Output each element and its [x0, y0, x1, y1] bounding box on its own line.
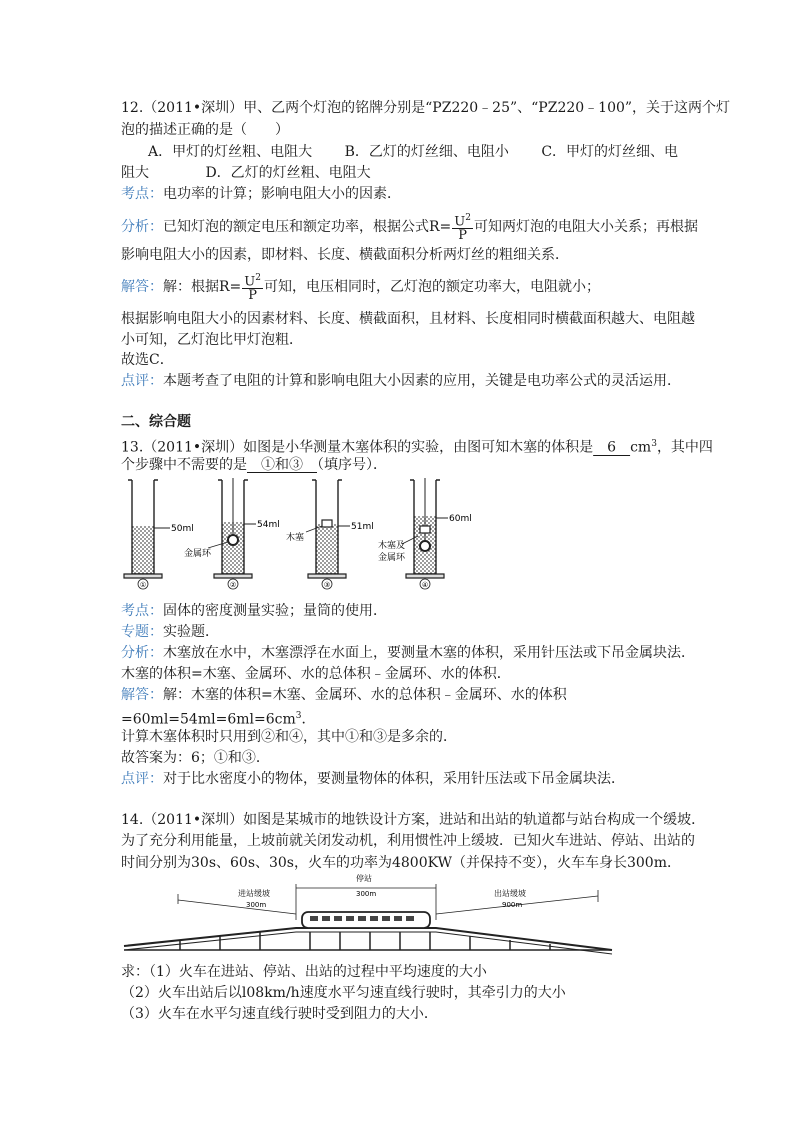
answer-blank-2: ①和③	[247, 457, 317, 473]
frac-den: P	[458, 228, 467, 244]
frac-sup: 2	[465, 213, 471, 223]
q13-stem-line2	[121, 455, 387, 475]
jieda-text-b: 可知，电压相同时，乙灯泡的额定功率大，电阻就小；	[263, 279, 600, 296]
q12-dianping	[121, 371, 681, 391]
kaodian-label: 考点：	[121, 186, 163, 202]
cylinder-3-number: ③	[323, 581, 331, 589]
jieda-calc-sup: 3	[295, 711, 302, 721]
zhuanti-text: 实验题．	[163, 624, 219, 640]
cylinder-4-volume: 60ml	[449, 514, 472, 524]
option-d: D．乙灯的灯丝粗、电阻大	[205, 165, 371, 181]
q13-dianping	[121, 769, 625, 789]
station-length: 300m	[356, 890, 377, 898]
jieda-calc: =60ml=54ml=6ml=6cm	[121, 711, 296, 728]
option-c-continued: 阻大	[121, 165, 149, 181]
q13-zhuanti	[121, 622, 219, 642]
cylinder-4-number: ④	[421, 581, 429, 589]
jieda-label: 解答：	[121, 687, 163, 703]
formula-fraction	[242, 272, 263, 302]
option-b: B．乙灯的灯丝细、电阻小	[344, 144, 509, 160]
subway-figure	[120, 874, 616, 958]
q12-jieda-line1	[121, 272, 600, 302]
cork-label: 木塞	[286, 533, 305, 543]
formula-fraction	[452, 212, 473, 242]
q14-stem-line2: 为了充分利用能量，上坡前就关闭发动机，利用惯性冲上缓坡．已知火车进站、停站、出站的	[121, 833, 695, 849]
dianping-label: 点评：	[121, 373, 163, 389]
cylinder-3-volume: 51ml	[351, 522, 374, 532]
metal-ring-label: 金属环	[184, 549, 212, 559]
exit-slope-length: 900m	[502, 901, 523, 909]
q13-fenxi-line1	[121, 643, 695, 663]
q12-fenxi-line2: 影响电阻大小的因素，即材料、长度、横截面积分析两灯丝的粗细关系．	[121, 247, 569, 263]
q13-text-2a: 个步骤中不需要的是	[121, 457, 247, 473]
q12-jieda-line4: 故选C．	[121, 352, 174, 368]
q13-text-2b: （填序号）．	[317, 457, 387, 473]
fenxi-text-a: 已知灯泡的额定电压和额定功率，根据公式R=	[163, 219, 452, 236]
cylinder-1-number: ①	[139, 581, 147, 589]
station-label: 停站	[356, 874, 372, 883]
option-a: A．甲灯的灯丝粗、电阻大	[148, 144, 313, 160]
cylinder-2-volume: 54ml	[257, 520, 280, 530]
q13-jieda-line3: 计算木塞体积时只用到②和④，其中①和③是多余的．	[121, 729, 457, 745]
q14-ask2: （2）火车出站后以l08km/h速度水平匀速直线行驶时，其牵引力的大小	[121, 985, 566, 1001]
q12-stem-line1: 12.（2011•深圳）甲、乙两个灯泡的铭牌分别是“PZ220﹣25”、“PZ220﹣100”，关于这两个灯	[121, 100, 731, 116]
fenxi-label: 分析：	[121, 219, 163, 236]
cylinder-1-volume: 50ml	[171, 524, 194, 534]
section-title: 二、综合题	[121, 414, 191, 430]
q13-jieda-line1	[121, 685, 567, 705]
kaodian-text: 电功率的计算；影响电阻大小的因素．	[163, 186, 401, 202]
q12-kaodian	[121, 184, 401, 204]
fenxi-text-b: 可知两灯泡的电阻大小关系；再根据	[473, 219, 698, 236]
answer-blank-1: 6	[593, 439, 631, 456]
dianping-text: 本题考查了电阻的计算和影响电阻大小因素的应用，关键是电功率公式的灵活运用．	[163, 373, 681, 389]
q13-text-a: 13.（2011•深圳）如图是小华测量木塞体积的实验，由图可知木塞的体积是	[121, 439, 594, 456]
q14-stem-line3: 时间分别为30s、60s、30s，火车的功率为4800KW（并保持不变），火车车身长300m．	[121, 855, 681, 871]
q12-stem-line2: 泡的描述正确的是（ ）	[121, 122, 289, 138]
exit-slope-label: 出站缓坡	[494, 889, 526, 898]
q13-unit-sup: 3	[651, 439, 657, 449]
q13-kaodian	[121, 601, 387, 621]
q13-jieda-line4: 故答案为：6；①和③．	[121, 750, 270, 766]
zhuanti-label: 专题：	[121, 624, 163, 640]
q13-unit: cm	[630, 439, 652, 456]
dianping-label: 点评：	[121, 771, 163, 787]
q12-options-line1	[121, 142, 678, 162]
entry-slope-label: 进站缓坡	[238, 889, 270, 898]
q14-stem-line1: 14.（2011•深圳）如图是某城市的地铁设计方案，进站和出站的轨道都与站台构成一个缓坡．	[121, 812, 706, 828]
q14-ask3: （3）火车在水平匀速直线行驶时受到阻力的大小．	[121, 1006, 438, 1022]
cylinder-3	[286, 480, 374, 589]
frac-num: U	[244, 274, 256, 290]
cylinder-1	[124, 480, 194, 589]
q12-options-line2	[121, 163, 371, 183]
jieda-label: 解答：	[121, 279, 163, 296]
kaodian-label: 考点：	[121, 603, 163, 619]
cylinder-2-number: ②	[229, 581, 237, 589]
q13-fenxi-line2: 木塞的体积=木塞、金属环、水的总体积﹣金属环、水的体积．	[121, 666, 511, 682]
option-c: C．甲灯的灯丝细、电	[541, 144, 679, 160]
frac-num: U	[454, 214, 466, 230]
cork-ring-label-1: 木塞及	[378, 541, 406, 551]
q12-fenxi-line1	[121, 212, 698, 242]
kaodian-text: 固体的密度测量实验；量筒的使用．	[163, 603, 387, 619]
cork-ring-label-2: 金属环	[378, 553, 406, 563]
q12-jieda-line2: 根据影响电阻大小的因素材料、长度、横截面积，且材料、长度相同时横截面积越大、电阻越	[121, 311, 695, 327]
dianping-text: 对于比水密度小的物体，要测量物体的体积，采用针压法或下吊金属块法．	[163, 771, 625, 787]
q14-ask1: 求：（1）火车在进站、停站、出站的过程中平均速度的大小	[121, 964, 487, 980]
cylinder-figure	[120, 474, 480, 590]
frac-den: P	[248, 288, 257, 304]
cylinder-2	[184, 478, 280, 589]
fenxi-label: 分析：	[121, 645, 163, 661]
jieda-text-a: 解：根据R=	[163, 279, 242, 296]
jieda-text: 解：木塞的体积=木塞、金属环、水的总体积﹣金属环、水的体积	[163, 687, 567, 703]
frac-sup: 2	[255, 273, 261, 283]
q12-jieda-line3: 小可知，乙灯泡比甲灯泡粗．	[121, 332, 303, 348]
cylinder-4	[378, 478, 472, 589]
q13-text-c: ，其中四	[656, 439, 713, 456]
fenxi-text: 木塞放在水中，木塞漂浮在水面上，要测量木塞的体积，采用针压法或下吊金属块法．	[163, 645, 695, 661]
train-icon	[302, 912, 430, 928]
entry-slope-length: 300m	[246, 901, 267, 909]
jieda-calc-end: ．	[301, 711, 316, 728]
